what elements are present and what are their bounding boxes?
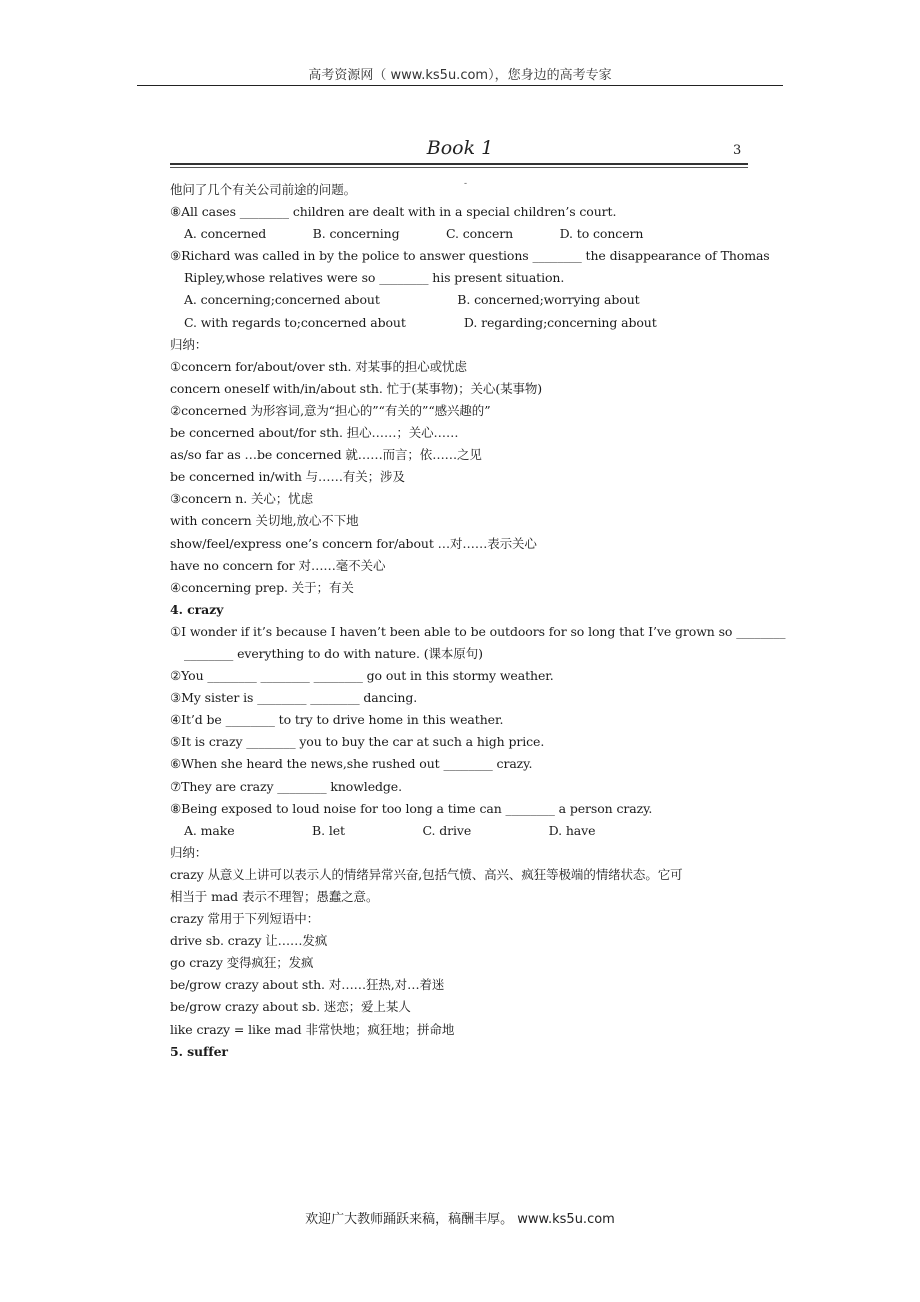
summary-line: crazy 常用于下列短语中： [170, 911, 320, 927]
summary-line: drive sb. crazy 让……发疯 [170, 933, 328, 949]
summary-line: be concerned about/for sth. 担心……；关心…… [170, 425, 459, 441]
stray-mark: - [464, 179, 468, 189]
summary-line: have no concern for 对……毫不关心 [170, 557, 386, 573]
page-body [170, 179, 786, 1063]
summary-line: go crazy 变得疯狂；发疯 [170, 955, 314, 971]
question-1: ①I wonder if it’s because I haven’t been able to be outdoors for so long that I’ve grown so ________ [170, 623, 786, 639]
section-heading-crazy: 4. crazy [170, 601, 224, 617]
question-4: ④It’d be ________ to try to drive home in this weather. [170, 712, 504, 728]
summary-line: crazy 从意义上讲可以表示人的情绪异常兴奋,包括气愤、高兴、疯狂等极端的情绪状态。它可 [170, 866, 683, 882]
summary-line: ③concern n. 关心；忧虑 [170, 491, 313, 507]
summary-line: ②concerned 为形容词,意为“担心的”“有关的”“感兴趣的” [170, 402, 491, 418]
header-rule [137, 85, 783, 86]
site-header: 高考资源网（ www.ks5u.com），您身边的高考专家 [308, 68, 612, 83]
question-5: ⑤It is crazy ________ you to buy the car at such a high price. [170, 734, 545, 750]
question-9-cont: Ripley,whose relatives were so ________ his present situation. [184, 270, 565, 286]
options-line: A. concerned B. concerning C. concern D. to concern [184, 226, 644, 242]
summary-line: be/grow crazy about sb. 迷恋；爱上某人 [170, 999, 411, 1015]
question-9: ⑨Richard was called in by the police to answer questions ________ the disappearance of Thomas [170, 248, 770, 264]
summary-line: as/so far as …be concerned 就……而言；依……之见 [170, 447, 482, 463]
title-rule-thin [170, 167, 748, 168]
question-2: ②You ________ ________ ________ go out in this stormy weather. [170, 668, 554, 684]
options-line: C. with regards to;concerned about D. regarding;concerning about [184, 314, 657, 330]
section-heading-suffer: 5. suffer [170, 1043, 228, 1059]
question-6: ⑥When she heard the news,she rushed out ________ crazy. [170, 756, 533, 772]
options-line: A. make B. let C. drive D. have [184, 822, 596, 838]
summary-line: with concern 关切地,放心不下地 [170, 513, 359, 529]
summary-line: ①concern for/about/over sth. 对某事的担心或忧虑 [170, 358, 467, 374]
summary-line: like crazy = like mad 非常快地；疯狂地；拼命地 [170, 1021, 455, 1037]
summary-line: be/grow crazy about sth. 对……狂热,对…着迷 [170, 977, 445, 993]
options-line: A. concerning;concerned about B. concerned;worrying about [184, 292, 640, 308]
summary-line: show/feel/express one’s concern for/about …对……表示关心 [170, 535, 537, 551]
question-8: ⑧Being exposed to loud noise for too long a time can ________ a person crazy. [170, 800, 653, 816]
site-footer: 欢迎广大教师踊跃来稿，稿酬丰厚。 www.ks5u.com [305, 1212, 615, 1227]
title-rule-thick [170, 163, 748, 165]
question-3: ③My sister is ________ ________ dancing. [170, 690, 418, 706]
summary-line: ④concerning prep. 关于；有关 [170, 579, 354, 595]
summary-line: concern oneself with/in/about sth. 忙于(某事物)；关心(某事物) [170, 380, 543, 396]
page-number: 3 [733, 143, 742, 158]
summary-line: 相当于 mad 表示不理智；愚蠢之意。 [170, 889, 379, 904]
text-line: 他问了几个有关公司前途的问题。 [170, 182, 357, 197]
book-title: Book 1 [426, 137, 494, 159]
question-7: ⑦They are crazy ________ knowledge. [170, 778, 402, 794]
question-8: ⑧All cases ________ children are dealt with in a special children’s court. [170, 204, 617, 220]
question-1-cont: ________ everything to do with nature. (课本原句) [184, 645, 483, 661]
summary-heading: 归纳： [170, 844, 208, 860]
summary-heading: 归纳： [170, 336, 208, 352]
summary-line: be concerned in/with 与……有关；涉及 [170, 469, 405, 485]
